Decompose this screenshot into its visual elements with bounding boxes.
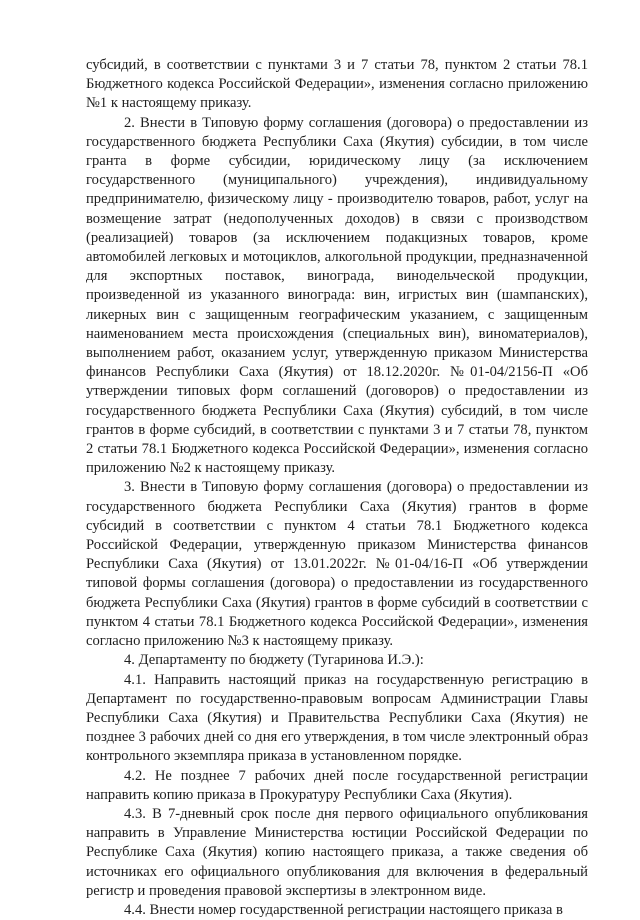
paragraph-item-3: 3. Внести в Типовую форму соглашения (договора) о предоставлении из государственного бюджета Республики Саха (Якутия) грантов в форме субсидий в соответствии с пунктом 4 статьи 78.1 Бюджетного кодекса Российской Федерации, утвержденную приказом Министерства финансов Республики Саха (Якутия) от 13.01.2022г. №01-04/16-П «Об утверждении типовой формы соглашения (договора) о предоставлении из государственного бюджета Республики Саха (Якутия) грантов в форме субсидий в соответствии с пунктом 4 статьи 78.1 Бюджетного кодекса Российской Федерации», изменения согласно приложению №3 к настоящему приказу. bbox=[86, 479, 588, 650]
paragraph-continuation: субсидий, в соответствии с пунктами 3 и 7 статьи 78, пунктом 2 статьи 78.1 Бюджетного кодекса Российской Федерации», изменения согласно приложению №1 к настоящему приказу. bbox=[86, 57, 588, 112]
paragraph-item-2: 2. Внести в Типовую форму соглашения (договора) о предоставлении из государственного бюджета Республики Саха (Якутия) субсидии, в том числе гранта в форме субсидии, юридическому лицу (за исключением государственного (муниципального) учреждения), индивидуальному предпринимателю, физическому лицу - производителю товаров, работ, услуг на возмещение затрат (недополученных доходов) в связи с производством (реализацией) товаров (за исключением подакцизных товаров, кроме автомобилей легковых и мотоциклов, алкогольной продукции, предназначенной для экспортных поставок, винограда, винодельческой продукции, произведенной из указанного винограда: вин, игристых вин (шампанских), ликерных вин с защищенным географическим указанием, с защищенным наименованием места происхождения (специальных вин), виноматериалов), выполнением работ, оказанием услуг, утвержденную приказом Министерства финансов Республики Саха (Якутия) от 18.12.2020г. №01-04/2156-П «Об утверждении типовых форм соглашений (договоров) о предоставлении из государственного бюджета Республики Саха (Якутия) субсидий, в том числе грантов в форме субсидий, в соответствии с пунктами 3 и 7 статьи 78, пунктом 2 статьи 78.1 Бюджетного кодекса Российской Федерации», изменения согласно приложению №2 к настоящему приказу. bbox=[86, 114, 588, 477]
paragraph-item-4-4: 4.4. Внести номер государственной регистрации настоящего приказа в bbox=[124, 901, 563, 918]
paragraph-item-4-2: 4.2. Не позднее 7 рабочих дней после государственной регистрации направить копию приказа в Прокуратуру Республики Саха (Якутия). bbox=[86, 767, 588, 803]
document-body bbox=[86, 56, 588, 920]
paragraph-item-4-1: 4.1. Направить настоящий приказ на государственную регистрацию в Департамент по государственно-правовым вопросам Администрации Главы Республики Саха (Якутия) и Правительства Республики Саха (Якутия) не позднее 3 рабочих дней со дня его утверждения, в том числе электронный образ контрольного экземпляра приказа в установленном порядке. bbox=[86, 671, 588, 765]
paragraph-item-4: 4. Департаменту по бюджету (Тугаринова И.Э.): bbox=[124, 652, 424, 669]
paragraph-item-4-3: 4.3. В 7-дневный срок после дня первого официального опубликования направить в Управление Министерства юстиции Российской Федерации по Республике Саха (Якутия) копию настоящего приказа, а также сведения об источниках его официального опубликования для включения в федеральный регистр и проведения правовой экспертизы в электронном виде. bbox=[86, 805, 588, 899]
